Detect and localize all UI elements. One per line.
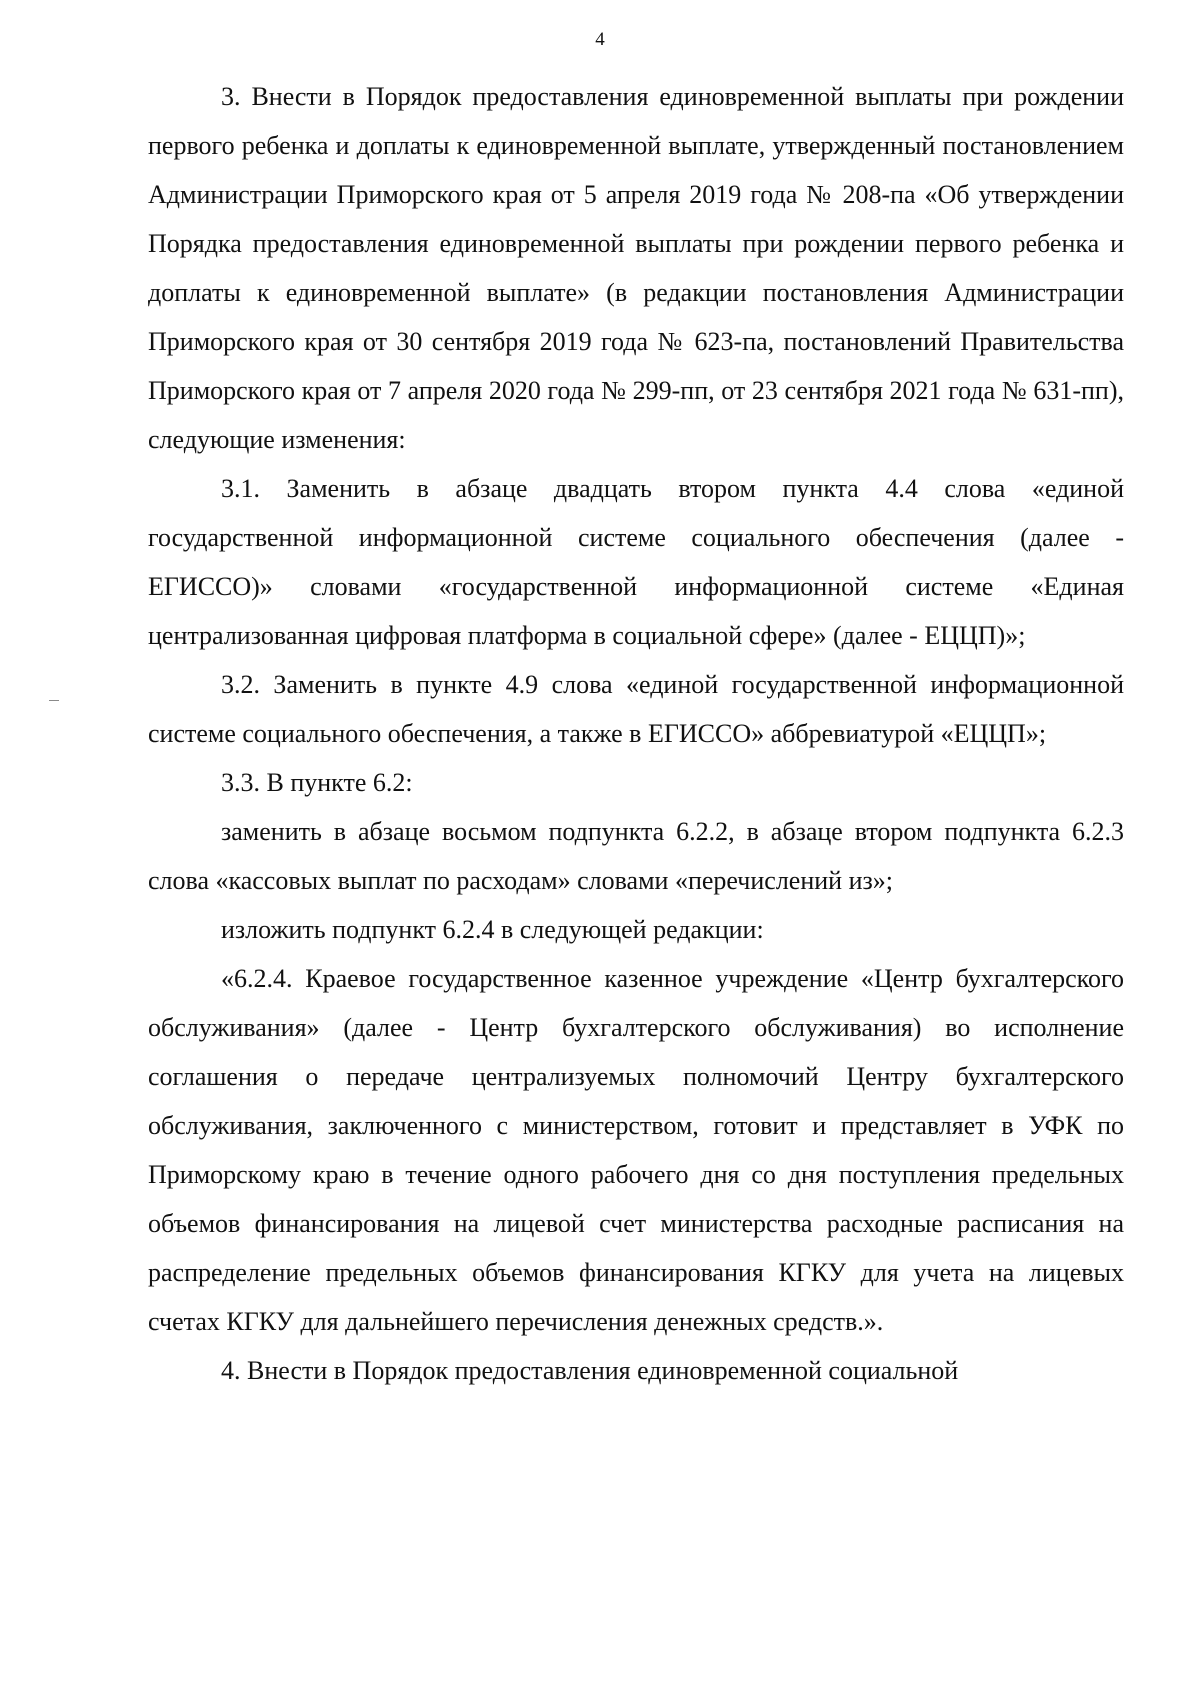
paragraph-replace-6-2-2: заменить в абзаце восьмом подпункта 6.2.2, в абзаце втором подпункта 6.2.3 слова «кассовых выплат по расходам» словами «перечислений из»; xyxy=(148,817,1124,895)
paragraph-3: 3. Внести в Порядок предоставления единовременной выплаты при рождении первого ребенка и доплаты к единовременной выплате, утвержденный постановлением Администрации Приморского края от 5 апреля 2019 года № 208-па «Об утверждении Порядка предоставления единовременной выплаты при рождении первого ребенка и доплаты к единовременной выплате» (в редакции постановления Администрации Приморского края от 30 сентября 2019 года № 623-па, постановлений Правительства Приморского края от 7 апреля 2020 года № 299-пп, от 23 сентября 2021 года № 631-пп), следующие изменения: xyxy=(148,82,1124,454)
paragraph-4: 4. Внести в Порядок предоставления единовременной социальной xyxy=(221,1356,959,1385)
paragraph-3-3: 3.3. В пункте 6.2: xyxy=(221,768,413,797)
paragraph-3-2: 3.2. Заменить в пункте 4.9 слова «единой государственной информационной системе социального обеспечения, а также в ЕГИССО» аббревиатурой «ЕЦЦП»; xyxy=(148,670,1124,748)
document-body xyxy=(148,72,1124,1395)
margin-mark xyxy=(49,700,59,701)
paragraph-6-2-4-text: «6.2.4. Краевое государственное казенное учреждение «Центр бухгалтерского обслуживания» (далее - Центр бухгалтерского обслуживания) во исполнение соглашения о передаче централизуемых полномочий Центру бухгалтерского обслуживания, заключенного с министерством, готовит и представляет в УФК по Приморскому краю в течение одного рабочего дня со дня поступления предельных объемов финансирования на лицевой счет министерства расходные расписания на распределение предельных объемов финансирования КГКУ для учета на лицевых счетах КГКУ для дальнейшего перечисления денежных средств.». xyxy=(148,964,1124,1336)
paragraph-restate-6-2-4: изложить подпункт 6.2.4 в следующей редакции: xyxy=(221,915,764,944)
page-number: 4 xyxy=(595,29,605,50)
paragraph-3-1: 3.1. Заменить в абзаце двадцать втором пункта 4.4 слова «единой государственной информационной системе социального обеспечения (далее - ЕГИССО)» словами «государственной информационной системе «Единая централизованная цифровая платформа в социальной сфере» (далее - ЕЦЦП)»; xyxy=(148,474,1124,650)
